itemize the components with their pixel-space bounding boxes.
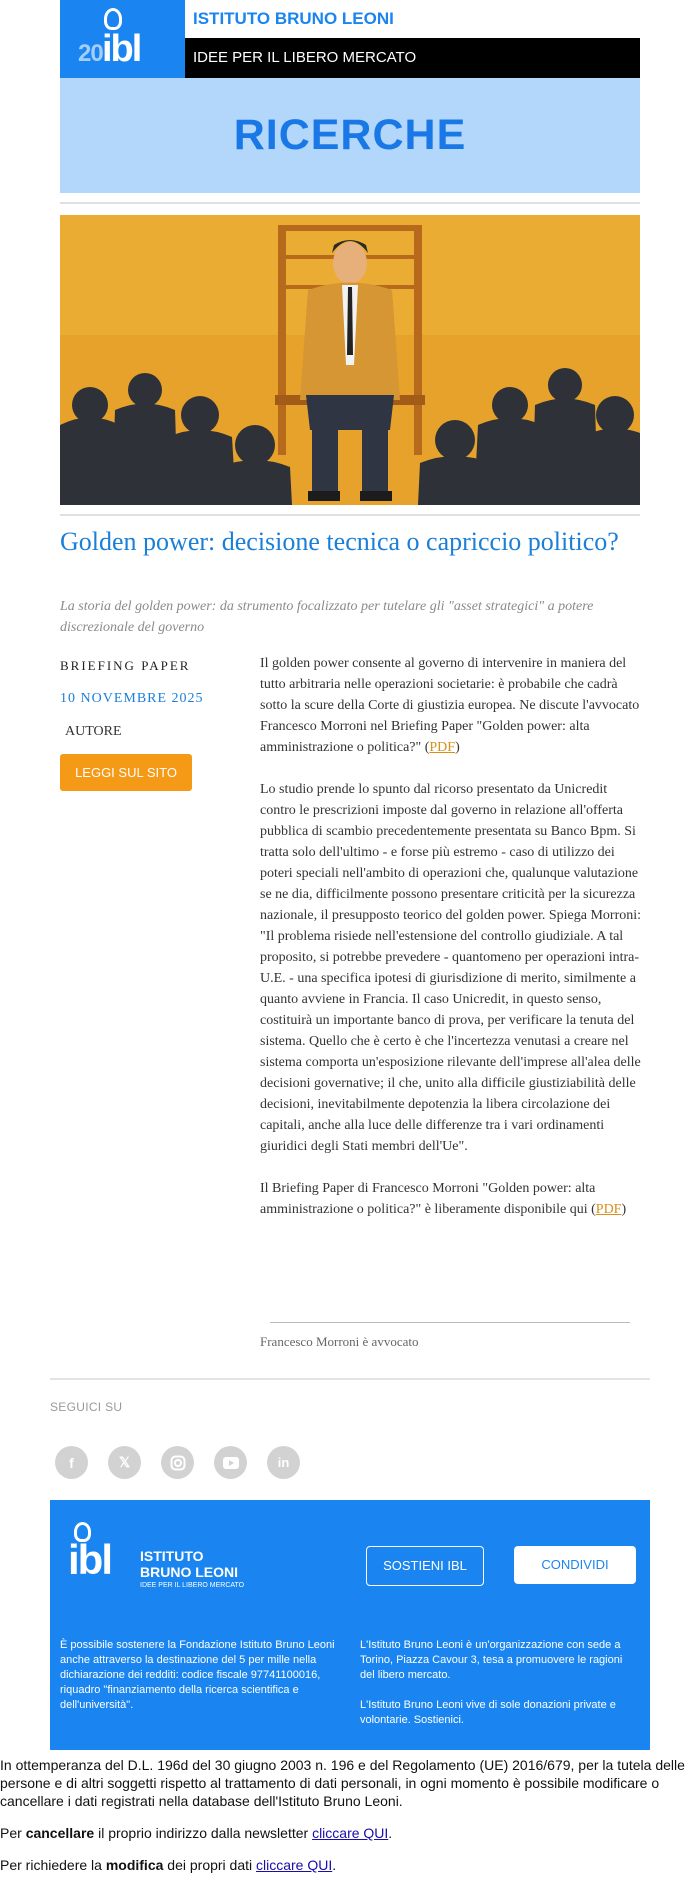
divider — [60, 202, 640, 204]
support-button[interactable]: SOSTIENI IBL — [366, 1546, 484, 1586]
footer-logo-wordmark: ibl — [68, 1536, 111, 1583]
linkedin-icon[interactable]: in — [267, 1446, 300, 1479]
ibl-logo[interactable] — [60, 0, 185, 78]
footer-org-name-2: BRUNO LEONI — [140, 1564, 238, 1580]
modify-end: . — [332, 1857, 337, 1873]
org-tagline: IDEE PER IL LIBERO MERCATO — [185, 38, 640, 78]
donation-info: È possibile sostenere la Fondazione Istituto Bruno Leoni anche attraverso la destinazione del 5 per mille nella dichiarazione dei redditi: codice fiscale 97741100016, riquadro "finanziamento della ricerca scientifica e dell'università". — [60, 1639, 335, 1711]
follow-heading: SEGUICI SU — [50, 1400, 123, 1414]
divider — [270, 1322, 630, 1323]
paragraph-1-end: ) — [455, 740, 460, 755]
unsubscribe-end: . — [388, 1825, 393, 1841]
pdf-link[interactable]: PDF — [595, 1202, 622, 1217]
modify-prefix: Per richiedere la — [0, 1857, 106, 1873]
unsubscribe-link[interactable]: cliccare QUI — [312, 1825, 389, 1841]
share-button[interactable]: CONDIVIDI — [514, 1546, 636, 1584]
article-body — [260, 653, 645, 1241]
paragraph-3-text: Il Briefing Paper di Francesco Morroni "Golden power: alta amministrazione o politica?" è liberamente disponibile qui ( — [260, 1181, 596, 1217]
unsubscribe-prefix: Per — [0, 1825, 26, 1841]
modify-middle: dei propri dati — [163, 1857, 257, 1873]
paragraph-2: Lo studio prende lo spunto dal ricorso presentato da Unicredit contro le prescrizioni imposte dal governo in relazione all'offerta pubblica di scambio precedentemente presentata su Banco Bpm. Si tratta solo dell'ultimo - e forse più estremo - caso di utilizzo dei poteri speciali nell'ambito di operazioni che, qualunque valutazione se ne dia, difficilmente possono presentare criticità per la sicurezza nazionale, il presupposto teorico del golden power. Spiega Morroni: "Il problema risiede nell'estensione del controllo giudiziale. A tal proposito, si potrebbe prevedere - quantomeno per operazioni intra-U.E. - una specifica ipotesi di giurisdizione di merito, similmente a quanto avviene in Francia. Il caso Unicredit, in questo senso, costituirà un importante banco di prova, per verificare la tenuta del sistema. Quello che è certo è che l'incertezza venutasi a creare nel sistema comporta un'esposizione rilevante dell'imprese all'alea delle decisioni governative; il che, unito alla difficile giustiziabilità delle decisioni, inevitabilmente depotenzia la libera circolazione dei capitali, anche alla luce delle differenze tra i vari ordinamenti giuridici degli Stati membri dell'Ue". — [260, 782, 642, 1154]
paragraph-3 — [260, 1178, 645, 1220]
section-banner — [60, 78, 640, 193]
divider — [50, 1378, 650, 1380]
social-links — [55, 1446, 300, 1479]
unsubscribe-line — [0, 1824, 700, 1842]
footer-org-tagline: IDEE PER IL LIBERO MERCATO — [140, 1582, 245, 1589]
publication-type: BRIEFING PAPER — [60, 658, 191, 673]
unsubscribe-middle: il proprio indirizzo dalla newsletter — [94, 1825, 313, 1841]
legal-notice — [0, 1756, 700, 1888]
youtube-icon[interactable] — [214, 1446, 247, 1479]
paragraph-1 — [260, 653, 645, 758]
unsubscribe-emphasis: cancellare — [25, 1825, 95, 1841]
read-on-site-button[interactable]: LEGGI SUL SITO — [60, 754, 192, 791]
about-info — [360, 1638, 635, 1743]
privacy-text: In ottemperanza del D.L. 196d del 30 giugno 2003 n. 196 e del Regolamento (UE) 2016/679, per la tutela delle persone e di altri soggetti rispetto al trattamento di dati personali, in ogni momento è possibile modificare o cancellare i dati registrati nella database dell'Istituto Bruno Leoni. — [0, 1757, 685, 1809]
org-name: ISTITUTO BRUNO LEONI — [185, 0, 640, 38]
facebook-icon[interactable]: f — [55, 1446, 88, 1479]
paragraph-1-text: Il golden power consente al governo di intervenire in maniera del tutto arbitraria nelle operazioni societarie: è probabile che cadrà sotto la scure della Corte di giustizia europea. Ne discute l'avvocato Francesco Morroni nel Briefing Paper "Golden power: alta amministrazione o politica?" ( — [260, 656, 640, 755]
header — [60, 0, 640, 193]
pdf-link[interactable]: PDF — [429, 740, 456, 755]
publication-date: 10 NOVEMBRE 2025 — [60, 691, 204, 706]
x-icon[interactable]: 𝕏 — [108, 1446, 141, 1479]
divider — [60, 514, 640, 516]
author-label: AUTORE — [65, 724, 122, 739]
footer — [50, 1500, 650, 1750]
article-title[interactable]: Golden power: decisione tecnica o capriccio politico? — [60, 527, 619, 556]
donation-appeal: L'Istituto Bruno Leoni vive di sole donazioni private e volontarie. Sostienici. — [360, 1699, 616, 1726]
article-subtitle: La storia del golden power: da strumento focalizzato per tutelare gli "asset strategici" a potere discrezionale del governo — [60, 599, 594, 635]
torch-icon — [104, 8, 122, 30]
author-bio: Francesco Morroni è avvocato — [260, 1334, 419, 1349]
logo-wordmark: ibl — [102, 28, 141, 70]
logo-anniversary-number: 20 — [78, 40, 103, 67]
footer-logo[interactable] — [68, 1522, 248, 1592]
modify-emphasis: modifica — [105, 1857, 164, 1873]
footer-org-name-1: ISTITUTO — [140, 1548, 204, 1564]
instagram-icon[interactable] — [161, 1446, 194, 1479]
about-text: L'Istituto Bruno Leoni è un'organizzazione con sede a Torino, Piazza Cavour 3, tesa a promuovere le ragioni del libero mercato. — [360, 1639, 623, 1681]
hero-illustration — [60, 215, 640, 505]
section-title: RICERCHE — [233, 111, 467, 159]
modify-link[interactable]: cliccare QUI — [256, 1857, 333, 1873]
paragraph-3-end: ) — [621, 1202, 627, 1217]
article-meta — [60, 658, 240, 791]
modify-line — [0, 1856, 700, 1874]
